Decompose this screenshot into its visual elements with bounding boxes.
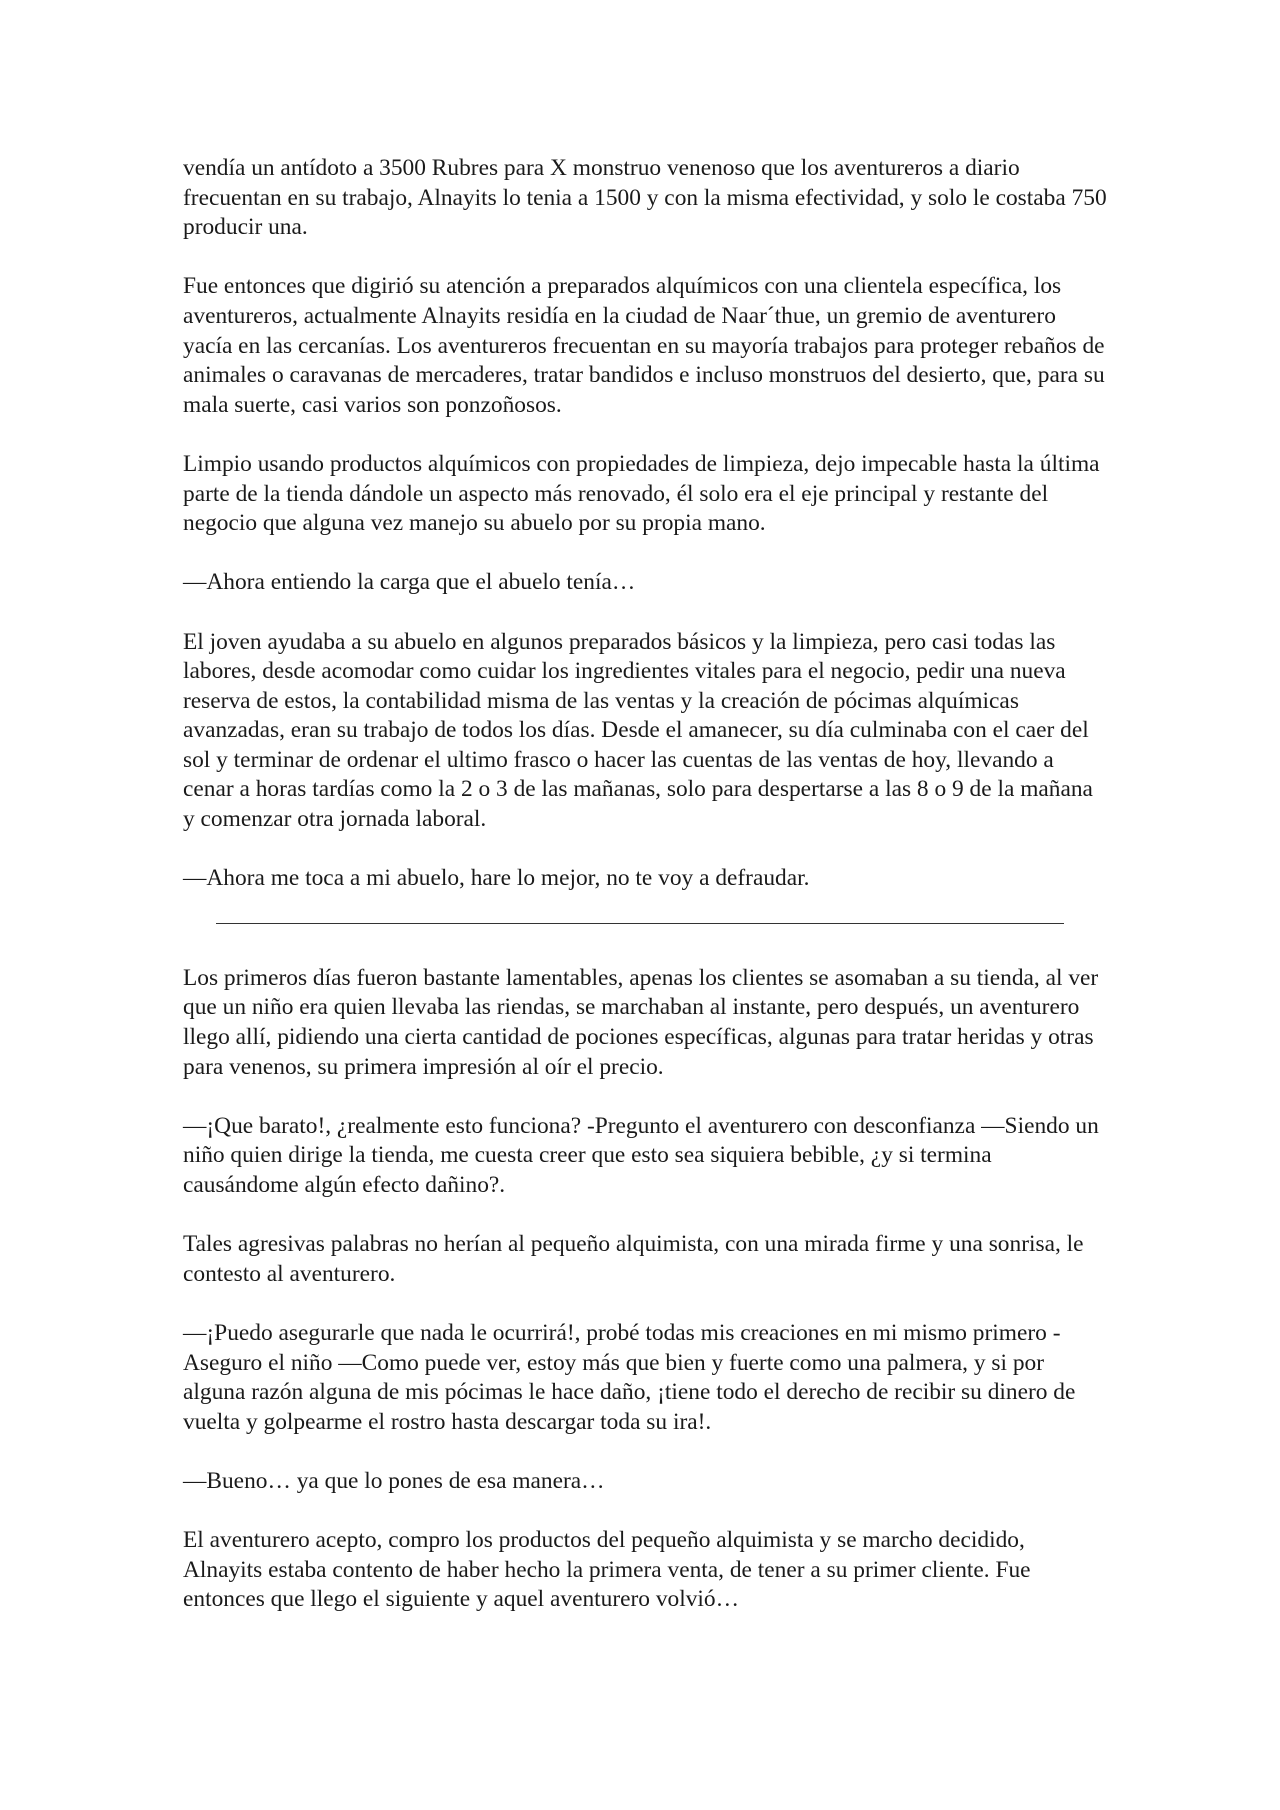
dialogue-child-guarantee: —¡Puedo asegurarle que nada le ocurrirá!, probé todas mis creaciones en mi mismo primero -Aseguro el niño —Como puede ver, estoy más que bien y fuerte como una palmera, y si por alguna razón alguna de mis pócimas le hace daño, ¡tiene todo el derecho de recibir su dinero de vuelta y golpearme el rostro hasta descargar toda su ira!. <box>183 1319 1076 1435</box>
dialogue-adventurer-doubt: —¡Que barato!, ¿realmente esto funciona? -Pregunto el aventurero con desconfianza —Siendo un niño quien dirige la tienda, me cuesta creer que esto sea siquiera bebible, ¿y si termina causándome algún efecto dañino?. <box>183 1112 1099 1198</box>
paragraph-first-days: Los primeros días fueron bastante lamentables, apenas los clientes se asomaban a su tienda, al ver que un niño era quien llevaba las riendas, se marchaban al instante, pero después, un aventurero llego allí, pidiendo una cierta cantidad de pociones específicas, algunas para tratar heridas y otras para venenos, su primera impresión al oír el precio. <box>183 964 1099 1080</box>
paragraph-antidote-prices: vendía un antídoto a 3500 Rubres para X monstruo venenoso que los aventureros a diario frecuentan en su trabajo, Alnayits lo tenia a 1500 y con la misma efectividad, y solo le costaba 750 producir una. <box>183 155 1107 241</box>
dialogue-grandfather-burden: —Ahora entiendo la carga que el abuelo tenía… <box>183 569 636 596</box>
paragraph-first-sale: El aventurero acepto, compro los productos del pequeño alquimista y se marcho decidido, Alnayits estaba contento de haber hecho la primera venta, de tener a su primer cliente. Fue entonces que llego el siguiente y aquel aventurero volvió… <box>183 1527 1031 1613</box>
paragraph-shop-cleaning: Limpio usando productos alquímicos con propiedades de limpieza, dejo impecable hasta la última parte de la tienda dándole un aspecto más renovado, él solo era el eje principal y restante del negocio que alguna vez manejo su abuelo por su propia mano. <box>183 450 1100 537</box>
paragraph-firm-reply: Tales agresivas palabras no herían al pequeño alquimista, con una mirada firme y una sonrisa, le contesto al aventurero. <box>183 1231 1084 1287</box>
dialogue-adventurer-accepts: —Bueno… ya que lo pones de esa manera… <box>183 1467 605 1494</box>
dialogue-my-turn: —Ahora me toca a mi abuelo, hare lo mejor, no te voy a defraudar. <box>183 865 810 892</box>
paragraph-daily-labor: El joven ayudaba a su abuelo en algunos preparados básicos y la limpieza, pero casi todas las labores, desde acomodar como cuidar los ingredientes vitales para el negocio, pedir una nueva reserva de estos, la contabilidad misma de las ventas y la creación de pócimas alquímicas avanzadas, eran su trabajo de todos los días. Desde el amanecer, su día culminaba con el caer del sol y terminar de ordenar el ultimo frasco o hacer las cuentas de las ventas de hoy, llevando a cenar a horas tardías como la 2 o 3 de las mañanas, solo para despertarse a las 8 o 9 de la mañana y comenzar otra jornada laboral. <box>183 628 1093 833</box>
section-before-divider <box>183 154 1108 894</box>
section-divider <box>216 923 1064 924</box>
section-after-divider <box>183 964 1108 1615</box>
document-body <box>183 154 1108 1615</box>
paragraph-adventurer-clientele: Fue entonces que digirió su atención a preparados alquímicos con una clientela específica, los aventureros, actualmente Alnayits residía en la ciudad de Naar´thue, un gremio de aventurero yacía en las cercanías. Los aventureros frecuentan en su mayoría trabajos para proteger rebaños de animales o caravanas de mercaderes, tratar bandidos e incluso monstruos del desierto, que, para su mala suerte, casi varios son ponzoñosos. <box>183 273 1105 418</box>
